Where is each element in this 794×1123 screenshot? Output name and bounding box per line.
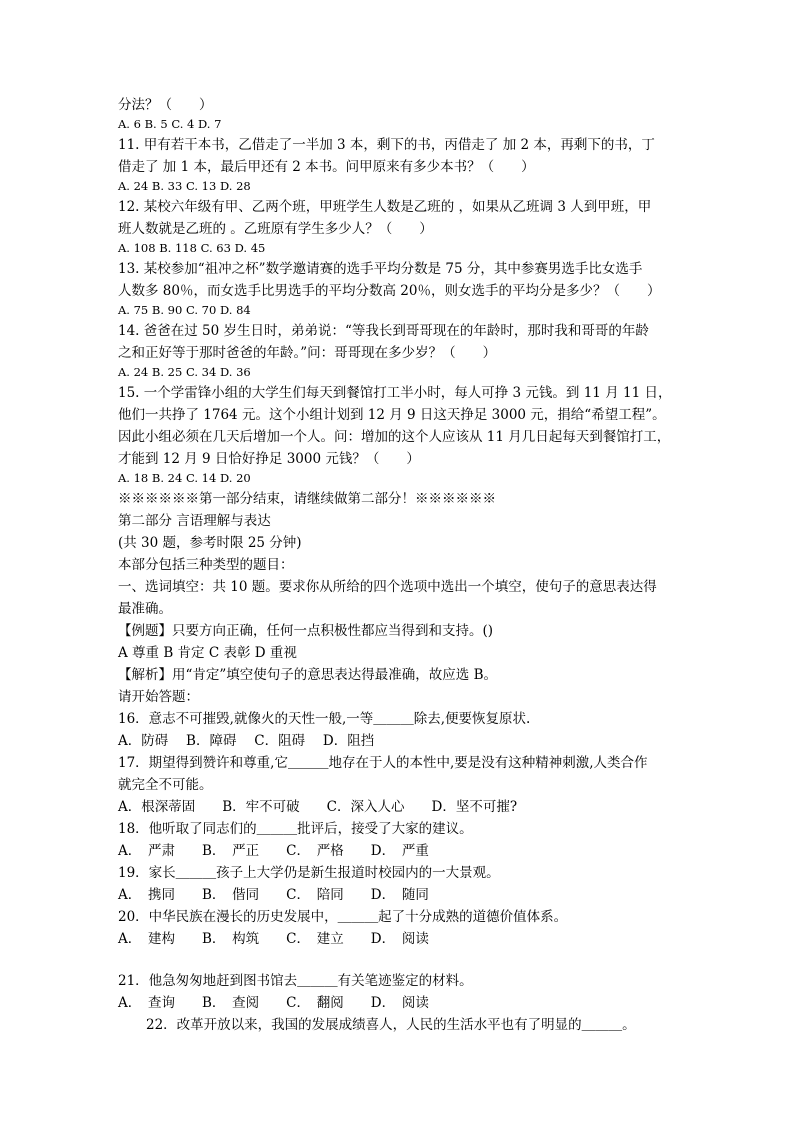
text-line: 就完全不可能。 — [118, 777, 213, 793]
answer-options-line: A. 24 B. 25 C. 34 D. 36 — [118, 365, 251, 379]
text-line: ※※※※※※第一部分结束，请继续做第二部分！※※※※※※ — [118, 491, 496, 507]
text-line: 因此小组必须在几天后增加一个人。问：增加的这个人应该从 11 月几日起每天到餐馆打工， — [118, 429, 671, 445]
text-line: A． 严肃 B． 严正 C． 严格 D． 严重 — [118, 843, 429, 859]
text-line: 12. 某校六年级有甲、乙两个班，甲班学生人数是乙班的 ，如果从乙班调 3 人到甲班，甲 — [118, 199, 652, 215]
text-line: 请开始答题： — [118, 689, 199, 705]
text-line: A 尊重 B 肯定 C 表彰 D 重视 — [118, 645, 297, 661]
text-line: 22．改革开放以来，我国的发展成绩喜人，人民的生活水平也有了明显的＿＿＿。 — [146, 1017, 636, 1033]
document-body — [118, 94, 678, 1036]
answer-options-line: A. 24 B. 33 C. 13 D. 28 — [118, 179, 251, 193]
text-line: A． 建构 B． 构筑 C． 建立 D． 阅读 — [118, 931, 429, 947]
text-line: A． 携同 B． 偕同 C． 陪同 D． 随同 — [118, 887, 429, 903]
text-line: 才能到 12 月 9 日恰好挣足 3000 元钱？（ ） — [118, 451, 420, 467]
text-line: 14. 爸爸在过 50 岁生日时，弟弟说：“等我长到哥哥现在的年龄时，那时我和哥哥的年龄 — [118, 323, 649, 339]
text-line: 15. 一个学雷锋小组的大学生们每天到餐馆打工半小时，每人可挣 3 元钱。到 11 月 11 日， — [118, 385, 672, 401]
text-line: 17．期望得到赞许和尊重,它＿＿＿地存在于人的本性中,要是没有这种精神刺激,人类合作 — [118, 755, 648, 771]
text-line: 之和正好等于那时爸爸的年龄。”问：哥哥现在多少岁？（ ） — [118, 345, 497, 361]
text-line: A．根深蒂固 B．牢不可破 C．深入人心 D．坚不可摧? — [118, 799, 518, 815]
text-line: A． 查询 B． 查阅 C． 翻阅 D． 阅读 — [118, 995, 429, 1011]
text-line: 他们一共挣了 1764 元。这个小组计划到 12 月 9 日这天挣足 3000 元，捐给“希望工程”。 — [118, 407, 666, 423]
text-line: 19．家长＿＿＿孩子上大学仍是新生报道时校园内的一大景观。 — [118, 865, 500, 881]
text-line: A．防碍 B．障碍 C．阻碍 D．阻挡 — [118, 733, 375, 749]
answer-options-line: A. 6 B. 5 C. 4 D. 7 — [118, 117, 222, 131]
text-line: 21．他急匆匆地赶到图书馆去＿＿＿有关笔迹鉴定的材料。 — [118, 973, 473, 989]
text-line: 【例题】只要方向正确，任何一点积极性都应当得到和支持。() — [118, 623, 494, 639]
text-line: 班人数就是乙班的 。乙班原有学生多少人？（ ） — [118, 221, 433, 237]
text-line: 第二部分 言语理解与表达 — [118, 513, 271, 529]
text-line: 借走了 加 1 本，最后甲还有 2 本书。问甲原来有多少本书？（ ） — [118, 159, 535, 175]
text-line: 分法？（ ） — [118, 97, 213, 113]
text-line: 18．他听取了同志们的＿＿＿批评后，接受了大家的建议。 — [118, 821, 473, 837]
text-line: 一、选词填空：共 10 题。要求你从所给的四个选项中选出一个填空，使句子的意思表达得 — [118, 579, 657, 595]
text-line: 最准确。 — [118, 601, 172, 617]
text-line: 【解析】用“肯定”填空使句子的意思表达得最准确，故应选 B。 — [118, 667, 498, 683]
text-line: 本部分包括三种类型的题目： — [118, 557, 294, 573]
text-line: 16．意志不可摧毁,就像火的天性一般,一等＿＿＿除去,便要恢复原状. — [118, 711, 531, 727]
answer-options-line: A. 108 B. 118 C. 63 D. 45 — [118, 241, 266, 255]
blank-line — [118, 950, 678, 970]
text-line: 人数多 80％，而女选手比男选手的平均分数高 20％，则女选手的平均分是多少？（ ） — [118, 283, 661, 299]
text-line: (共 30 题，参考时限 25 分钟) — [118, 535, 302, 551]
answer-options-line: A. 75 B. 90 C. 70 D. 84 — [118, 303, 251, 317]
answer-options-line: A. 18 B. 24 C. 14 D. 20 — [118, 471, 251, 485]
text-line: 20．中华民族在漫长的历史发展中，＿＿＿起了十分成熟的道德价值体系。 — [118, 909, 568, 925]
text-line: 13. 某校参加“祖冲之杯”数学邀请赛的选手平均分数是 75 分，其中参赛男选手比女选手 — [118, 261, 643, 277]
text-line: 11. 甲有若干本书，乙借走了一半加 3 本，剩下的书，丙借走了 加 2 本，再剩下的书，丁 — [118, 137, 655, 153]
